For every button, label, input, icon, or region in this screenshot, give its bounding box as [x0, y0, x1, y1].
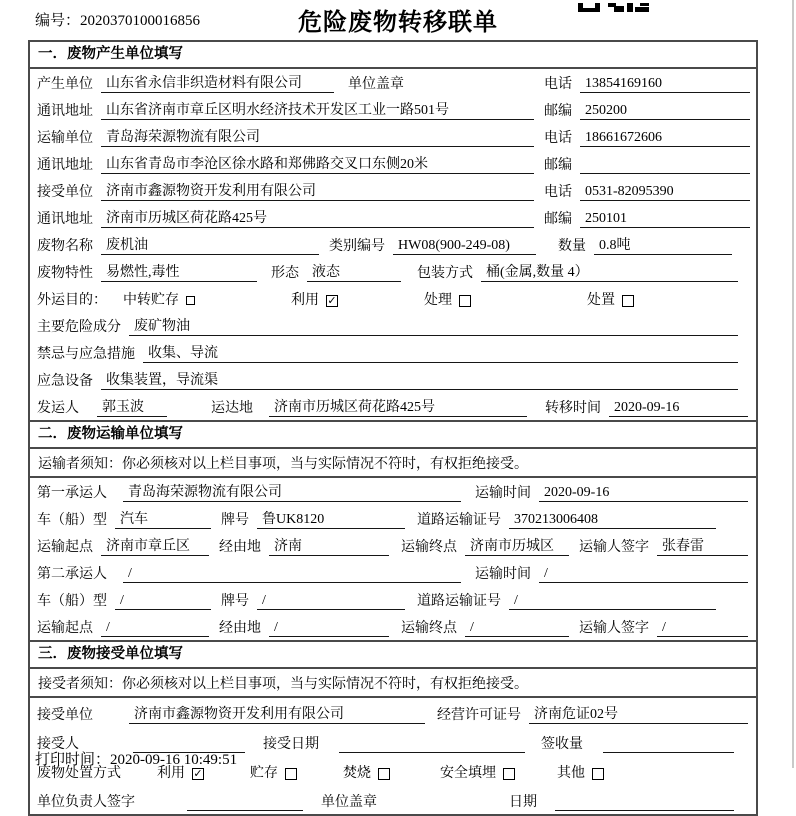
- field-label: 电话: [544, 185, 572, 200]
- row-second-route: [30, 613, 756, 640]
- field-label: 运输单位: [37, 131, 93, 146]
- quantity-value: 0.8吨: [594, 237, 732, 255]
- field-label: 通讯地址: [37, 212, 93, 227]
- purpose-option: [424, 292, 471, 309]
- checkbox-icon: [186, 296, 195, 305]
- manifest-number-label: 编号：: [35, 13, 81, 29]
- producer-unit-value: 山东省永信非织造材料有限公司: [101, 75, 334, 93]
- terminus-value: /: [465, 619, 569, 637]
- row-transport-address: [30, 150, 756, 177]
- field-label: 形态: [271, 266, 299, 281]
- field-label: 运输终点: [401, 540, 457, 555]
- field-label: 废物处置方式: [37, 766, 121, 781]
- vehicle-type-value: 汽车: [115, 511, 211, 529]
- row-producer-unit: [30, 69, 756, 96]
- checkbox-icon: [285, 768, 297, 780]
- field-label: 第一承运人: [37, 486, 107, 501]
- field-label: 签收量: [541, 737, 583, 752]
- row-transport-unit: [30, 123, 756, 150]
- field-label: 运输人签字: [579, 540, 649, 555]
- emergency-equipment-value: 收集装置，导流渠: [101, 372, 738, 390]
- license-number-value: 济南危证02号: [529, 706, 748, 724]
- row-first-carrier: [30, 478, 756, 505]
- transport-date-value: 2020-09-16: [539, 484, 748, 502]
- checkbox-label: 中转贮存: [123, 293, 179, 308]
- origin-value: /: [101, 619, 209, 637]
- row-responsible-signature: [30, 785, 756, 814]
- transporter-unit-value: 青岛海荣源物流有限公司: [101, 129, 534, 147]
- waste-property-value: 易燃性,毒性: [101, 264, 257, 282]
- transport-date-value: /: [539, 565, 748, 583]
- field-label: 车（船）型: [37, 513, 107, 528]
- row-second-vehicle: [30, 586, 756, 613]
- purpose-option: [587, 292, 634, 309]
- row-emergency-equipment: [30, 366, 756, 393]
- field-label: 通讯地址: [37, 158, 93, 173]
- row-waste-property: [30, 258, 756, 285]
- purpose-option: [123, 292, 195, 309]
- via-value: 济南: [269, 538, 389, 556]
- row-receiver-address: [30, 204, 756, 231]
- origin-value: 济南市章丘区: [101, 538, 209, 556]
- checkbox-icon: [503, 768, 515, 780]
- print-time-value: 2020-09-16 10:49:51: [110, 752, 238, 768]
- checkbox-label: 处置: [587, 293, 615, 308]
- field-label: 类别编号: [329, 239, 385, 254]
- checkbox-icon: [459, 295, 471, 307]
- waste-code-value: HW08(900-249-08): [393, 237, 536, 255]
- section-1-header: 一．废物产生单位填写: [30, 42, 756, 69]
- road-permit-value: /: [509, 592, 716, 610]
- consignor-value: 郭玉波: [97, 399, 167, 417]
- field-label: 废物名称: [37, 239, 93, 254]
- responsible-signature-value: [187, 810, 303, 811]
- checkbox-label: 利用: [157, 766, 185, 781]
- field-label: 转移时间: [545, 401, 601, 416]
- waste-form-value: 液态: [307, 264, 401, 282]
- address-value: 济南市历城区荷花路425号: [101, 210, 534, 228]
- road-permit-value: 370213006408: [509, 511, 716, 529]
- field-label: 经营许可证号: [437, 708, 521, 723]
- field-label: 运输时间: [475, 486, 531, 501]
- disposal-option: [557, 765, 604, 782]
- field-label: 第二承运人: [37, 567, 107, 582]
- received-quantity-value: [603, 752, 734, 753]
- row-hazard-component: [30, 312, 756, 339]
- checkbox-label: 焚烧: [343, 766, 371, 781]
- field-label: 运达地: [211, 401, 253, 416]
- first-carrier-value: 青岛海荣源物流有限公司: [123, 484, 461, 502]
- emergency-measures-value: 收集、导流: [143, 345, 738, 363]
- row-producer-address: [30, 96, 756, 123]
- page-title: 危险废物转移联单: [298, 9, 498, 36]
- field-label: 数量: [558, 239, 586, 254]
- receive-date-value: [339, 752, 525, 753]
- field-label: 电话: [544, 131, 572, 146]
- field-label: 运输终点: [401, 621, 457, 636]
- field-label: 单位负责人签字: [37, 795, 135, 810]
- date-value: [555, 810, 734, 811]
- manifest-number-value: 2020370100016856: [80, 13, 201, 29]
- row-receiver-unit: [30, 177, 756, 204]
- second-carrier-value: /: [123, 565, 461, 583]
- field-label: 应急设备: [37, 374, 93, 389]
- carrier-signature-value: 张春雷: [657, 538, 748, 556]
- field-label: 运输人签字: [579, 621, 649, 636]
- field-label: 牌号: [221, 594, 249, 609]
- phone-value: 18661672606: [580, 129, 750, 147]
- transfer-date-value: 2020-09-16: [609, 399, 748, 417]
- field-label: 接受单位: [37, 185, 93, 200]
- plate-number-value: /: [257, 592, 405, 610]
- checkbox-icon: [622, 295, 634, 307]
- unit-seal-label: 单位盖章: [348, 77, 404, 92]
- field-label: 运输起点: [37, 540, 93, 555]
- field-label: 接受日期: [263, 737, 319, 752]
- field-label: 邮编: [544, 212, 572, 227]
- row-first-route: [30, 532, 756, 559]
- field-label: 废物特性: [37, 266, 93, 281]
- field-label: 接受人: [37, 737, 79, 752]
- checkbox-checked-icon: ✓: [327, 293, 337, 307]
- checkbox-label: 利用: [291, 293, 319, 308]
- row-transfer-purpose: [30, 285, 756, 312]
- qr-code-fragment-icon: [578, 0, 654, 18]
- field-label: 经由地: [219, 621, 261, 636]
- checkbox-checked-icon: ✓: [193, 766, 203, 780]
- field-label: 邮编: [544, 104, 572, 119]
- field-label: 通讯地址: [37, 104, 93, 119]
- field-label: 禁忌与应急措施: [37, 347, 135, 362]
- field-label: 产生单位: [37, 77, 93, 92]
- checkbox-icon: [592, 768, 604, 780]
- field-label: 牌号: [221, 513, 249, 528]
- field-label: 日期: [509, 795, 537, 810]
- vehicle-type-value: /: [115, 592, 211, 610]
- field-label: 车（船）型: [37, 594, 107, 609]
- field-label: 经由地: [219, 540, 261, 555]
- phone-value: 0531-82095390: [580, 183, 750, 201]
- packaging-value: 桶(金属,数量 4）: [481, 264, 738, 282]
- row-consignor: [30, 393, 756, 420]
- disposal-option: [250, 765, 297, 782]
- field-label: 接受单位: [37, 708, 93, 723]
- postcode-value: 250200: [580, 102, 750, 120]
- postcode-value: [580, 173, 750, 174]
- field-label: 发运人: [37, 401, 79, 416]
- address-value: 山东省青岛市李沧区徐水路和郑佛路交叉口东侧20米: [101, 156, 534, 174]
- field-label: 电话: [544, 77, 572, 92]
- disposal-option: [440, 765, 515, 782]
- plate-number-value: 鲁UK8120: [257, 511, 405, 529]
- field-label: 主要危险成分: [37, 320, 121, 335]
- receiver-notice: 接受者须知：你必须核对以上栏目事项，当与实际情况不符时，有权拒绝接受。: [30, 669, 756, 698]
- field-label: 外运目的：: [37, 293, 107, 308]
- section-3-header: 三．废物接受单位填写: [30, 640, 756, 669]
- destination-value: 济南市历城区荷花路425号: [269, 399, 527, 417]
- field-label: 运输时间: [475, 567, 531, 582]
- checkbox-label: 处理: [424, 293, 452, 308]
- field-label: 道路运输证号: [417, 513, 501, 528]
- terminus-value: 济南市历城区: [465, 538, 569, 556]
- field-label: 道路运输证号: [417, 594, 501, 609]
- transporter-notice: 运输者须知：你必须核对以上栏目事项，当与实际情况不符时，有权拒绝接受。: [30, 449, 756, 478]
- receiving-unit-value: 济南市鑫源物资开发利用有限公司: [129, 706, 425, 724]
- field-label: 包装方式: [417, 266, 473, 281]
- postcode-value: 250101: [580, 210, 750, 228]
- print-time-label: 打印时间：: [35, 752, 111, 768]
- row-emergency-measures: [30, 339, 756, 366]
- manifest-form: [28, 40, 758, 816]
- phone-value: 13854169160: [580, 75, 750, 93]
- field-label: 邮编: [544, 158, 572, 173]
- page-edge-line: [792, 0, 794, 768]
- address-value: 山东省济南市章丘区明水经济技术开发区工业一路501号: [101, 102, 534, 120]
- row-second-carrier: [30, 559, 756, 586]
- via-value: /: [269, 619, 389, 637]
- receiver-unit-value: 济南市鑫源物资开发利用有限公司: [101, 183, 534, 201]
- purpose-option: [291, 292, 338, 309]
- row-waste-name: [30, 231, 756, 258]
- disposal-option: [343, 765, 390, 782]
- checkbox-label: 安全填埋: [440, 766, 496, 781]
- hazard-component-value: 废矿物油: [129, 318, 738, 336]
- checkbox-label: 其他: [557, 766, 585, 781]
- checkbox-label: 贮存: [250, 766, 278, 781]
- unit-seal-label: 单位盖章: [321, 795, 377, 810]
- field-label: 运输起点: [37, 621, 93, 636]
- row-first-vehicle: [30, 505, 756, 532]
- row-receiving-unit: [30, 698, 756, 727]
- carrier-signature-value: /: [657, 619, 748, 637]
- section-2-header: 二．废物运输单位填写: [30, 420, 756, 449]
- waste-name-value: 废机油: [101, 237, 319, 255]
- print-time: [35, 748, 237, 769]
- checkbox-icon: [378, 768, 390, 780]
